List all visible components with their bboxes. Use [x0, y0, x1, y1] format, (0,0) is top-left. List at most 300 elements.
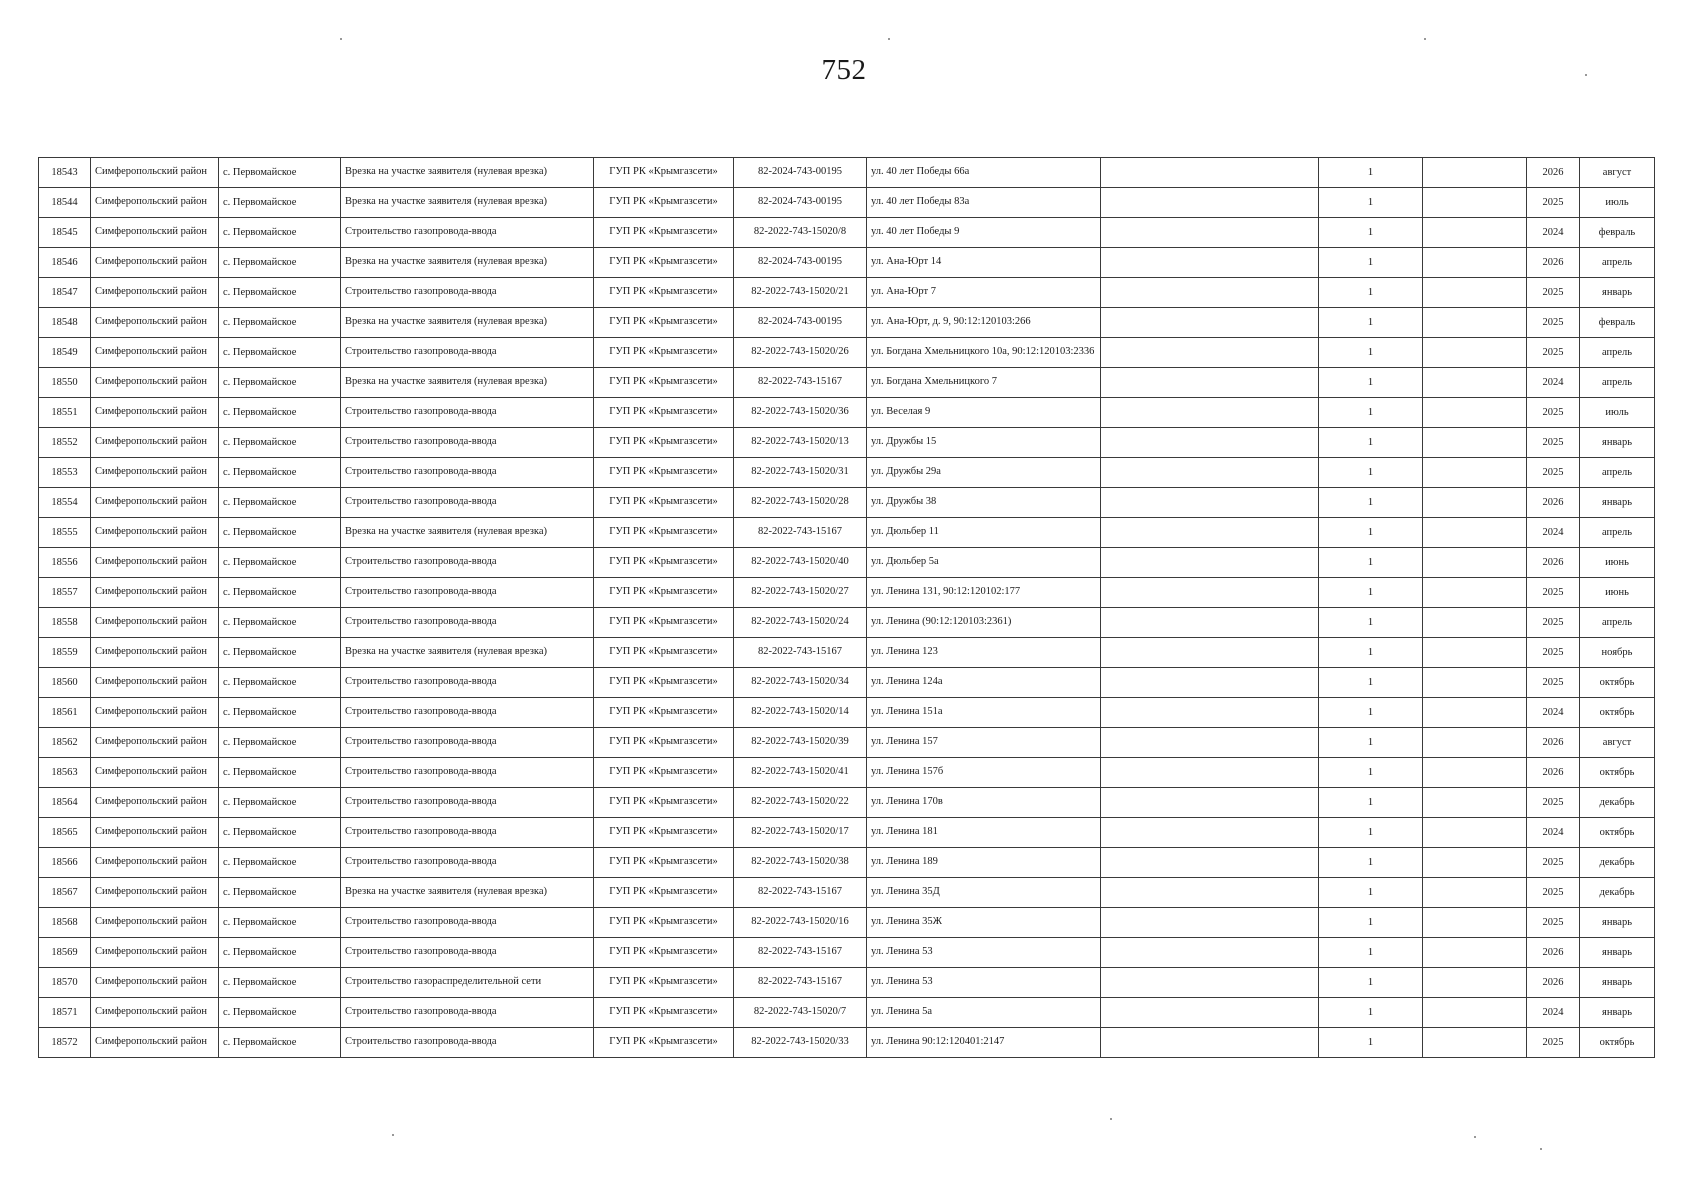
year-cell: 2025: [1527, 278, 1580, 308]
empty-cell: [1101, 608, 1319, 638]
row-number: 18570: [39, 968, 91, 998]
row-number: 18543: [39, 158, 91, 188]
district-cell: Симферопольский район: [91, 1028, 219, 1058]
quantity-cell: 1: [1319, 818, 1423, 848]
year-cell: 2026: [1527, 758, 1580, 788]
work-type-cell: Врезка на участке заявителя (нулевая врезка): [341, 518, 594, 548]
address-cell: ул. Ленина 157: [867, 728, 1101, 758]
month-cell: апрель: [1580, 518, 1655, 548]
table-row: [39, 728, 1655, 758]
empty-cell: [1101, 638, 1319, 668]
organization-cell: ГУП РК «Крымгазсети»: [594, 728, 734, 758]
organization-cell: ГУП РК «Крымгазсети»: [594, 248, 734, 278]
month-cell: апрель: [1580, 338, 1655, 368]
organization-cell: ГУП РК «Крымгазсети»: [594, 428, 734, 458]
empty-cell: [1101, 668, 1319, 698]
year-cell: 2025: [1527, 788, 1580, 818]
project-code-cell: 82-2022-743-15020/33: [734, 1028, 867, 1058]
district-cell: Симферопольский район: [91, 518, 219, 548]
work-type-cell: Строительство газопровода-ввода: [341, 218, 594, 248]
district-cell: Симферопольский район: [91, 938, 219, 968]
row-number: 18544: [39, 188, 91, 218]
empty-cell: [1423, 428, 1527, 458]
address-cell: ул. Ленина 5а: [867, 998, 1101, 1028]
month-cell: июль: [1580, 398, 1655, 428]
year-cell: 2026: [1527, 938, 1580, 968]
district-cell: Симферопольский район: [91, 608, 219, 638]
project-code-cell: 82-2022-743-15020/28: [734, 488, 867, 518]
year-cell: 2025: [1527, 848, 1580, 878]
village-cell: с. Первомайское: [219, 518, 341, 548]
district-cell: Симферопольский район: [91, 248, 219, 278]
district-cell: Симферопольский район: [91, 728, 219, 758]
work-type-cell: Строительство газопровода-ввода: [341, 398, 594, 428]
quantity-cell: 1: [1319, 458, 1423, 488]
quantity-cell: 1: [1319, 548, 1423, 578]
project-code-cell: 82-2022-743-15020/13: [734, 428, 867, 458]
work-type-cell: Врезка на участке заявителя (нулевая врезка): [341, 308, 594, 338]
village-cell: с. Первомайское: [219, 488, 341, 518]
address-cell: ул. Ленина 35Д: [867, 878, 1101, 908]
table-row: [39, 698, 1655, 728]
month-cell: июль: [1580, 188, 1655, 218]
address-cell: ул. 40 лет Победы 9: [867, 218, 1101, 248]
organization-cell: ГУП РК «Крымгазсети»: [594, 848, 734, 878]
empty-cell: [1423, 338, 1527, 368]
organization-cell: ГУП РК «Крымгазсети»: [594, 308, 734, 338]
quantity-cell: 1: [1319, 188, 1423, 218]
year-cell: 2025: [1527, 458, 1580, 488]
empty-cell: [1423, 578, 1527, 608]
table-row: [39, 428, 1655, 458]
row-number: 18563: [39, 758, 91, 788]
year-cell: 2025: [1527, 638, 1580, 668]
organization-cell: ГУП РК «Крымгазсети»: [594, 968, 734, 998]
project-code-cell: 82-2022-743-15020/27: [734, 578, 867, 608]
district-cell: Симферопольский район: [91, 998, 219, 1028]
village-cell: с. Первомайское: [219, 878, 341, 908]
empty-cell: [1423, 248, 1527, 278]
district-cell: Симферопольский район: [91, 158, 219, 188]
row-number: 18556: [39, 548, 91, 578]
work-type-cell: Строительство газопровода-ввода: [341, 908, 594, 938]
month-cell: декабрь: [1580, 788, 1655, 818]
district-cell: Симферопольский район: [91, 878, 219, 908]
village-cell: с. Первомайское: [219, 368, 341, 398]
table-row: [39, 458, 1655, 488]
empty-cell: [1101, 878, 1319, 908]
village-cell: с. Первомайское: [219, 458, 341, 488]
year-cell: 2026: [1527, 248, 1580, 278]
village-cell: с. Первомайское: [219, 908, 341, 938]
address-cell: ул. Ленина 35Ж: [867, 908, 1101, 938]
empty-cell: [1423, 158, 1527, 188]
row-number: 18550: [39, 368, 91, 398]
empty-cell: [1423, 608, 1527, 638]
month-cell: февраль: [1580, 308, 1655, 338]
month-cell: апрель: [1580, 458, 1655, 488]
table-row: [39, 158, 1655, 188]
village-cell: с. Первомайское: [219, 308, 341, 338]
village-cell: с. Первомайское: [219, 278, 341, 308]
village-cell: с. Первомайское: [219, 578, 341, 608]
work-type-cell: Строительство газопровода-ввода: [341, 1028, 594, 1058]
table-row: [39, 368, 1655, 398]
empty-cell: [1423, 998, 1527, 1028]
village-cell: с. Первомайское: [219, 848, 341, 878]
row-number: 18561: [39, 698, 91, 728]
project-code-cell: 82-2022-743-15020/24: [734, 608, 867, 638]
village-cell: с. Первомайское: [219, 728, 341, 758]
quantity-cell: 1: [1319, 788, 1423, 818]
year-cell: 2025: [1527, 308, 1580, 338]
year-cell: 2026: [1527, 548, 1580, 578]
address-cell: ул. Ленина 124а: [867, 668, 1101, 698]
work-type-cell: Строительство газопровода-ввода: [341, 938, 594, 968]
year-cell: 2024: [1527, 998, 1580, 1028]
village-cell: с. Первомайское: [219, 338, 341, 368]
empty-cell: [1101, 788, 1319, 818]
organization-cell: ГУП РК «Крымгазсети»: [594, 878, 734, 908]
row-number: 18557: [39, 578, 91, 608]
row-number: 18554: [39, 488, 91, 518]
project-code-cell: 82-2022-743-15167: [734, 968, 867, 998]
quantity-cell: 1: [1319, 848, 1423, 878]
quantity-cell: 1: [1319, 638, 1423, 668]
quantity-cell: 1: [1319, 608, 1423, 638]
empty-cell: [1423, 308, 1527, 338]
district-cell: Симферопольский район: [91, 788, 219, 818]
empty-cell: [1101, 518, 1319, 548]
empty-cell: [1423, 728, 1527, 758]
organization-cell: ГУП РК «Крымгазсети»: [594, 1028, 734, 1058]
organization-cell: ГУП РК «Крымгазсети»: [594, 548, 734, 578]
organization-cell: ГУП РК «Крымгазсети»: [594, 458, 734, 488]
empty-cell: [1423, 758, 1527, 788]
district-cell: Симферопольский район: [91, 338, 219, 368]
address-cell: ул. Дюльбер 11: [867, 518, 1101, 548]
address-cell: ул. Ленина 151а: [867, 698, 1101, 728]
table-row: [39, 608, 1655, 638]
quantity-cell: 1: [1319, 578, 1423, 608]
registry-table-body: [39, 158, 1655, 1058]
work-type-cell: Строительство газопровода-ввода: [341, 548, 594, 578]
table-row: [39, 338, 1655, 368]
table-row: [39, 938, 1655, 968]
empty-cell: [1423, 638, 1527, 668]
table-row: [39, 398, 1655, 428]
empty-cell: [1101, 188, 1319, 218]
month-cell: апрель: [1580, 608, 1655, 638]
empty-cell: [1101, 698, 1319, 728]
empty-cell: [1423, 878, 1527, 908]
row-number: 18546: [39, 248, 91, 278]
district-cell: Симферопольский район: [91, 638, 219, 668]
project-code-cell: 82-2024-743-00195: [734, 308, 867, 338]
month-cell: ноябрь: [1580, 638, 1655, 668]
district-cell: Симферопольский район: [91, 578, 219, 608]
quantity-cell: 1: [1319, 938, 1423, 968]
row-number: 18553: [39, 458, 91, 488]
empty-cell: [1101, 308, 1319, 338]
year-cell: 2024: [1527, 368, 1580, 398]
empty-cell: [1423, 968, 1527, 998]
row-number: 18545: [39, 218, 91, 248]
month-cell: июнь: [1580, 548, 1655, 578]
year-cell: 2025: [1527, 668, 1580, 698]
work-type-cell: Врезка на участке заявителя (нулевая врезка): [341, 368, 594, 398]
organization-cell: ГУП РК «Крымгазсети»: [594, 368, 734, 398]
work-type-cell: Строительство газопровода-ввода: [341, 278, 594, 308]
month-cell: август: [1580, 158, 1655, 188]
year-cell: 2025: [1527, 908, 1580, 938]
organization-cell: ГУП РК «Крымгазсети»: [594, 638, 734, 668]
district-cell: Симферопольский район: [91, 848, 219, 878]
month-cell: январь: [1580, 938, 1655, 968]
empty-cell: [1101, 998, 1319, 1028]
empty-cell: [1101, 578, 1319, 608]
project-code-cell: 82-2022-743-15020/26: [734, 338, 867, 368]
year-cell: 2026: [1527, 968, 1580, 998]
month-cell: январь: [1580, 488, 1655, 518]
project-code-cell: 82-2022-743-15167: [734, 368, 867, 398]
quantity-cell: 1: [1319, 278, 1423, 308]
row-number: 18547: [39, 278, 91, 308]
work-type-cell: Строительство газопровода-ввода: [341, 788, 594, 818]
quantity-cell: 1: [1319, 368, 1423, 398]
month-cell: апрель: [1580, 248, 1655, 278]
project-code-cell: 82-2022-743-15020/16: [734, 908, 867, 938]
organization-cell: ГУП РК «Крымгазсети»: [594, 608, 734, 638]
row-number: 18562: [39, 728, 91, 758]
village-cell: с. Первомайское: [219, 758, 341, 788]
month-cell: октябрь: [1580, 668, 1655, 698]
district-cell: Симферопольский район: [91, 428, 219, 458]
month-cell: январь: [1580, 278, 1655, 308]
empty-cell: [1101, 278, 1319, 308]
work-type-cell: Строительство газопровода-ввода: [341, 998, 594, 1028]
year-cell: 2024: [1527, 698, 1580, 728]
year-cell: 2025: [1527, 338, 1580, 368]
address-cell: ул. Ана-Юрт 7: [867, 278, 1101, 308]
quantity-cell: 1: [1319, 488, 1423, 518]
work-type-cell: Врезка на участке заявителя (нулевая врезка): [341, 638, 594, 668]
project-code-cell: 82-2022-743-15020/22: [734, 788, 867, 818]
address-cell: ул. Дюльбер 5а: [867, 548, 1101, 578]
year-cell: 2024: [1527, 518, 1580, 548]
village-cell: с. Первомайское: [219, 998, 341, 1028]
address-cell: ул. Богдана Хмельницкого 7: [867, 368, 1101, 398]
empty-cell: [1101, 218, 1319, 248]
organization-cell: ГУП РК «Крымгазсети»: [594, 218, 734, 248]
organization-cell: ГУП РК «Крымгазсети»: [594, 698, 734, 728]
row-number: 18569: [39, 938, 91, 968]
organization-cell: ГУП РК «Крымгазсети»: [594, 158, 734, 188]
village-cell: с. Первомайское: [219, 218, 341, 248]
district-cell: Симферопольский район: [91, 818, 219, 848]
village-cell: с. Первомайское: [219, 608, 341, 638]
month-cell: декабрь: [1580, 848, 1655, 878]
year-cell: 2025: [1527, 398, 1580, 428]
year-cell: 2024: [1527, 818, 1580, 848]
empty-cell: [1101, 1028, 1319, 1058]
row-number: 18552: [39, 428, 91, 458]
empty-cell: [1101, 338, 1319, 368]
address-cell: ул. Ленина 157б: [867, 758, 1101, 788]
project-code-cell: 82-2022-743-15020/36: [734, 398, 867, 428]
village-cell: с. Первомайское: [219, 818, 341, 848]
organization-cell: ГУП РК «Крымгазсети»: [594, 338, 734, 368]
empty-cell: [1423, 218, 1527, 248]
empty-cell: [1101, 398, 1319, 428]
village-cell: с. Первомайское: [219, 668, 341, 698]
work-type-cell: Строительство газопровода-ввода: [341, 698, 594, 728]
village-cell: с. Первомайское: [219, 188, 341, 218]
empty-cell: [1101, 158, 1319, 188]
project-code-cell: 82-2022-743-15020/17: [734, 818, 867, 848]
quantity-cell: 1: [1319, 968, 1423, 998]
district-cell: Симферопольский район: [91, 488, 219, 518]
project-code-cell: 82-2022-743-15167: [734, 938, 867, 968]
table-row: [39, 278, 1655, 308]
district-cell: Симферопольский район: [91, 218, 219, 248]
year-cell: 2026: [1527, 728, 1580, 758]
quantity-cell: 1: [1319, 728, 1423, 758]
empty-cell: [1423, 278, 1527, 308]
quantity-cell: 1: [1319, 908, 1423, 938]
district-cell: Симферопольский район: [91, 458, 219, 488]
month-cell: октябрь: [1580, 818, 1655, 848]
empty-cell: [1101, 458, 1319, 488]
table-row: [39, 548, 1655, 578]
quantity-cell: 1: [1319, 698, 1423, 728]
empty-cell: [1423, 668, 1527, 698]
project-code-cell: 82-2022-743-15167: [734, 518, 867, 548]
month-cell: январь: [1580, 998, 1655, 1028]
empty-cell: [1101, 428, 1319, 458]
month-cell: октябрь: [1580, 758, 1655, 788]
project-code-cell: 82-2024-743-00195: [734, 248, 867, 278]
village-cell: с. Первомайское: [219, 248, 341, 278]
address-cell: ул. Ленина 53: [867, 938, 1101, 968]
project-code-cell: 82-2024-743-00195: [734, 158, 867, 188]
empty-cell: [1423, 818, 1527, 848]
month-cell: январь: [1580, 908, 1655, 938]
month-cell: июнь: [1580, 578, 1655, 608]
month-cell: октябрь: [1580, 1028, 1655, 1058]
year-cell: 2025: [1527, 878, 1580, 908]
empty-cell: [1423, 188, 1527, 218]
work-type-cell: Врезка на участке заявителя (нулевая врезка): [341, 158, 594, 188]
quantity-cell: 1: [1319, 758, 1423, 788]
year-cell: 2025: [1527, 1028, 1580, 1058]
table-row: [39, 248, 1655, 278]
empty-cell: [1101, 938, 1319, 968]
organization-cell: ГУП РК «Крымгазсети»: [594, 518, 734, 548]
registry-table: [38, 157, 1655, 1058]
row-number: 18548: [39, 308, 91, 338]
quantity-cell: 1: [1319, 878, 1423, 908]
year-cell: 2025: [1527, 608, 1580, 638]
empty-cell: [1423, 548, 1527, 578]
empty-cell: [1101, 248, 1319, 278]
village-cell: с. Первомайское: [219, 398, 341, 428]
table-row: [39, 758, 1655, 788]
year-cell: 2024: [1527, 218, 1580, 248]
quantity-cell: 1: [1319, 1028, 1423, 1058]
organization-cell: ГУП РК «Крымгазсети»: [594, 788, 734, 818]
project-code-cell: 82-2022-743-15020/8: [734, 218, 867, 248]
work-type-cell: Строительство газопровода-ввода: [341, 728, 594, 758]
quantity-cell: 1: [1319, 218, 1423, 248]
address-cell: ул. Ана-Юрт 14: [867, 248, 1101, 278]
village-cell: с. Первомайское: [219, 638, 341, 668]
address-cell: ул. 40 лет Победы 66а: [867, 158, 1101, 188]
project-code-cell: 82-2022-743-15020/14: [734, 698, 867, 728]
work-type-cell: Строительство газопровода-ввода: [341, 608, 594, 638]
address-cell: ул. Ленина 123: [867, 638, 1101, 668]
table-row: [39, 218, 1655, 248]
empty-cell: [1423, 458, 1527, 488]
project-code-cell: 82-2022-743-15020/41: [734, 758, 867, 788]
district-cell: Симферопольский район: [91, 308, 219, 338]
district-cell: Симферопольский район: [91, 758, 219, 788]
project-code-cell: 82-2022-743-15020/7: [734, 998, 867, 1028]
work-type-cell: Строительство газопровода-ввода: [341, 578, 594, 608]
project-code-cell: 82-2022-743-15167: [734, 638, 867, 668]
address-cell: ул. Дружбы 29а: [867, 458, 1101, 488]
year-cell: 2025: [1527, 188, 1580, 218]
empty-cell: [1101, 818, 1319, 848]
empty-cell: [1423, 488, 1527, 518]
work-type-cell: Врезка на участке заявителя (нулевая врезка): [341, 248, 594, 278]
empty-cell: [1101, 848, 1319, 878]
page-number: 752: [821, 54, 867, 86]
month-cell: август: [1580, 728, 1655, 758]
district-cell: Симферопольский район: [91, 368, 219, 398]
village-cell: с. Первомайское: [219, 1028, 341, 1058]
district-cell: Симферопольский район: [91, 968, 219, 998]
table-row: [39, 578, 1655, 608]
project-code-cell: 82-2022-743-15020/31: [734, 458, 867, 488]
work-type-cell: Строительство газопровода-ввода: [341, 818, 594, 848]
empty-cell: [1423, 788, 1527, 818]
work-type-cell: Врезка на участке заявителя (нулевая врезка): [341, 188, 594, 218]
table-row: [39, 788, 1655, 818]
work-type-cell: Врезка на участке заявителя (нулевая врезка): [341, 878, 594, 908]
quantity-cell: 1: [1319, 668, 1423, 698]
year-cell: 2026: [1527, 488, 1580, 518]
work-type-cell: Строительство газопровода-ввода: [341, 758, 594, 788]
address-cell: ул. Ленина 181: [867, 818, 1101, 848]
organization-cell: ГУП РК «Крымгазсети»: [594, 188, 734, 218]
month-cell: декабрь: [1580, 878, 1655, 908]
organization-cell: ГУП РК «Крымгазсети»: [594, 998, 734, 1028]
address-cell: ул. Ленина 189: [867, 848, 1101, 878]
project-code-cell: 82-2022-743-15020/21: [734, 278, 867, 308]
district-cell: Симферопольский район: [91, 698, 219, 728]
quantity-cell: 1: [1319, 518, 1423, 548]
village-cell: с. Первомайское: [219, 938, 341, 968]
work-type-cell: Строительство газопровода-ввода: [341, 488, 594, 518]
district-cell: Симферопольский район: [91, 398, 219, 428]
year-cell: 2025: [1527, 578, 1580, 608]
project-code-cell: 82-2022-743-15167: [734, 878, 867, 908]
empty-cell: [1423, 398, 1527, 428]
quantity-cell: 1: [1319, 998, 1423, 1028]
organization-cell: ГУП РК «Крымгазсети»: [594, 578, 734, 608]
table-row: [39, 668, 1655, 698]
